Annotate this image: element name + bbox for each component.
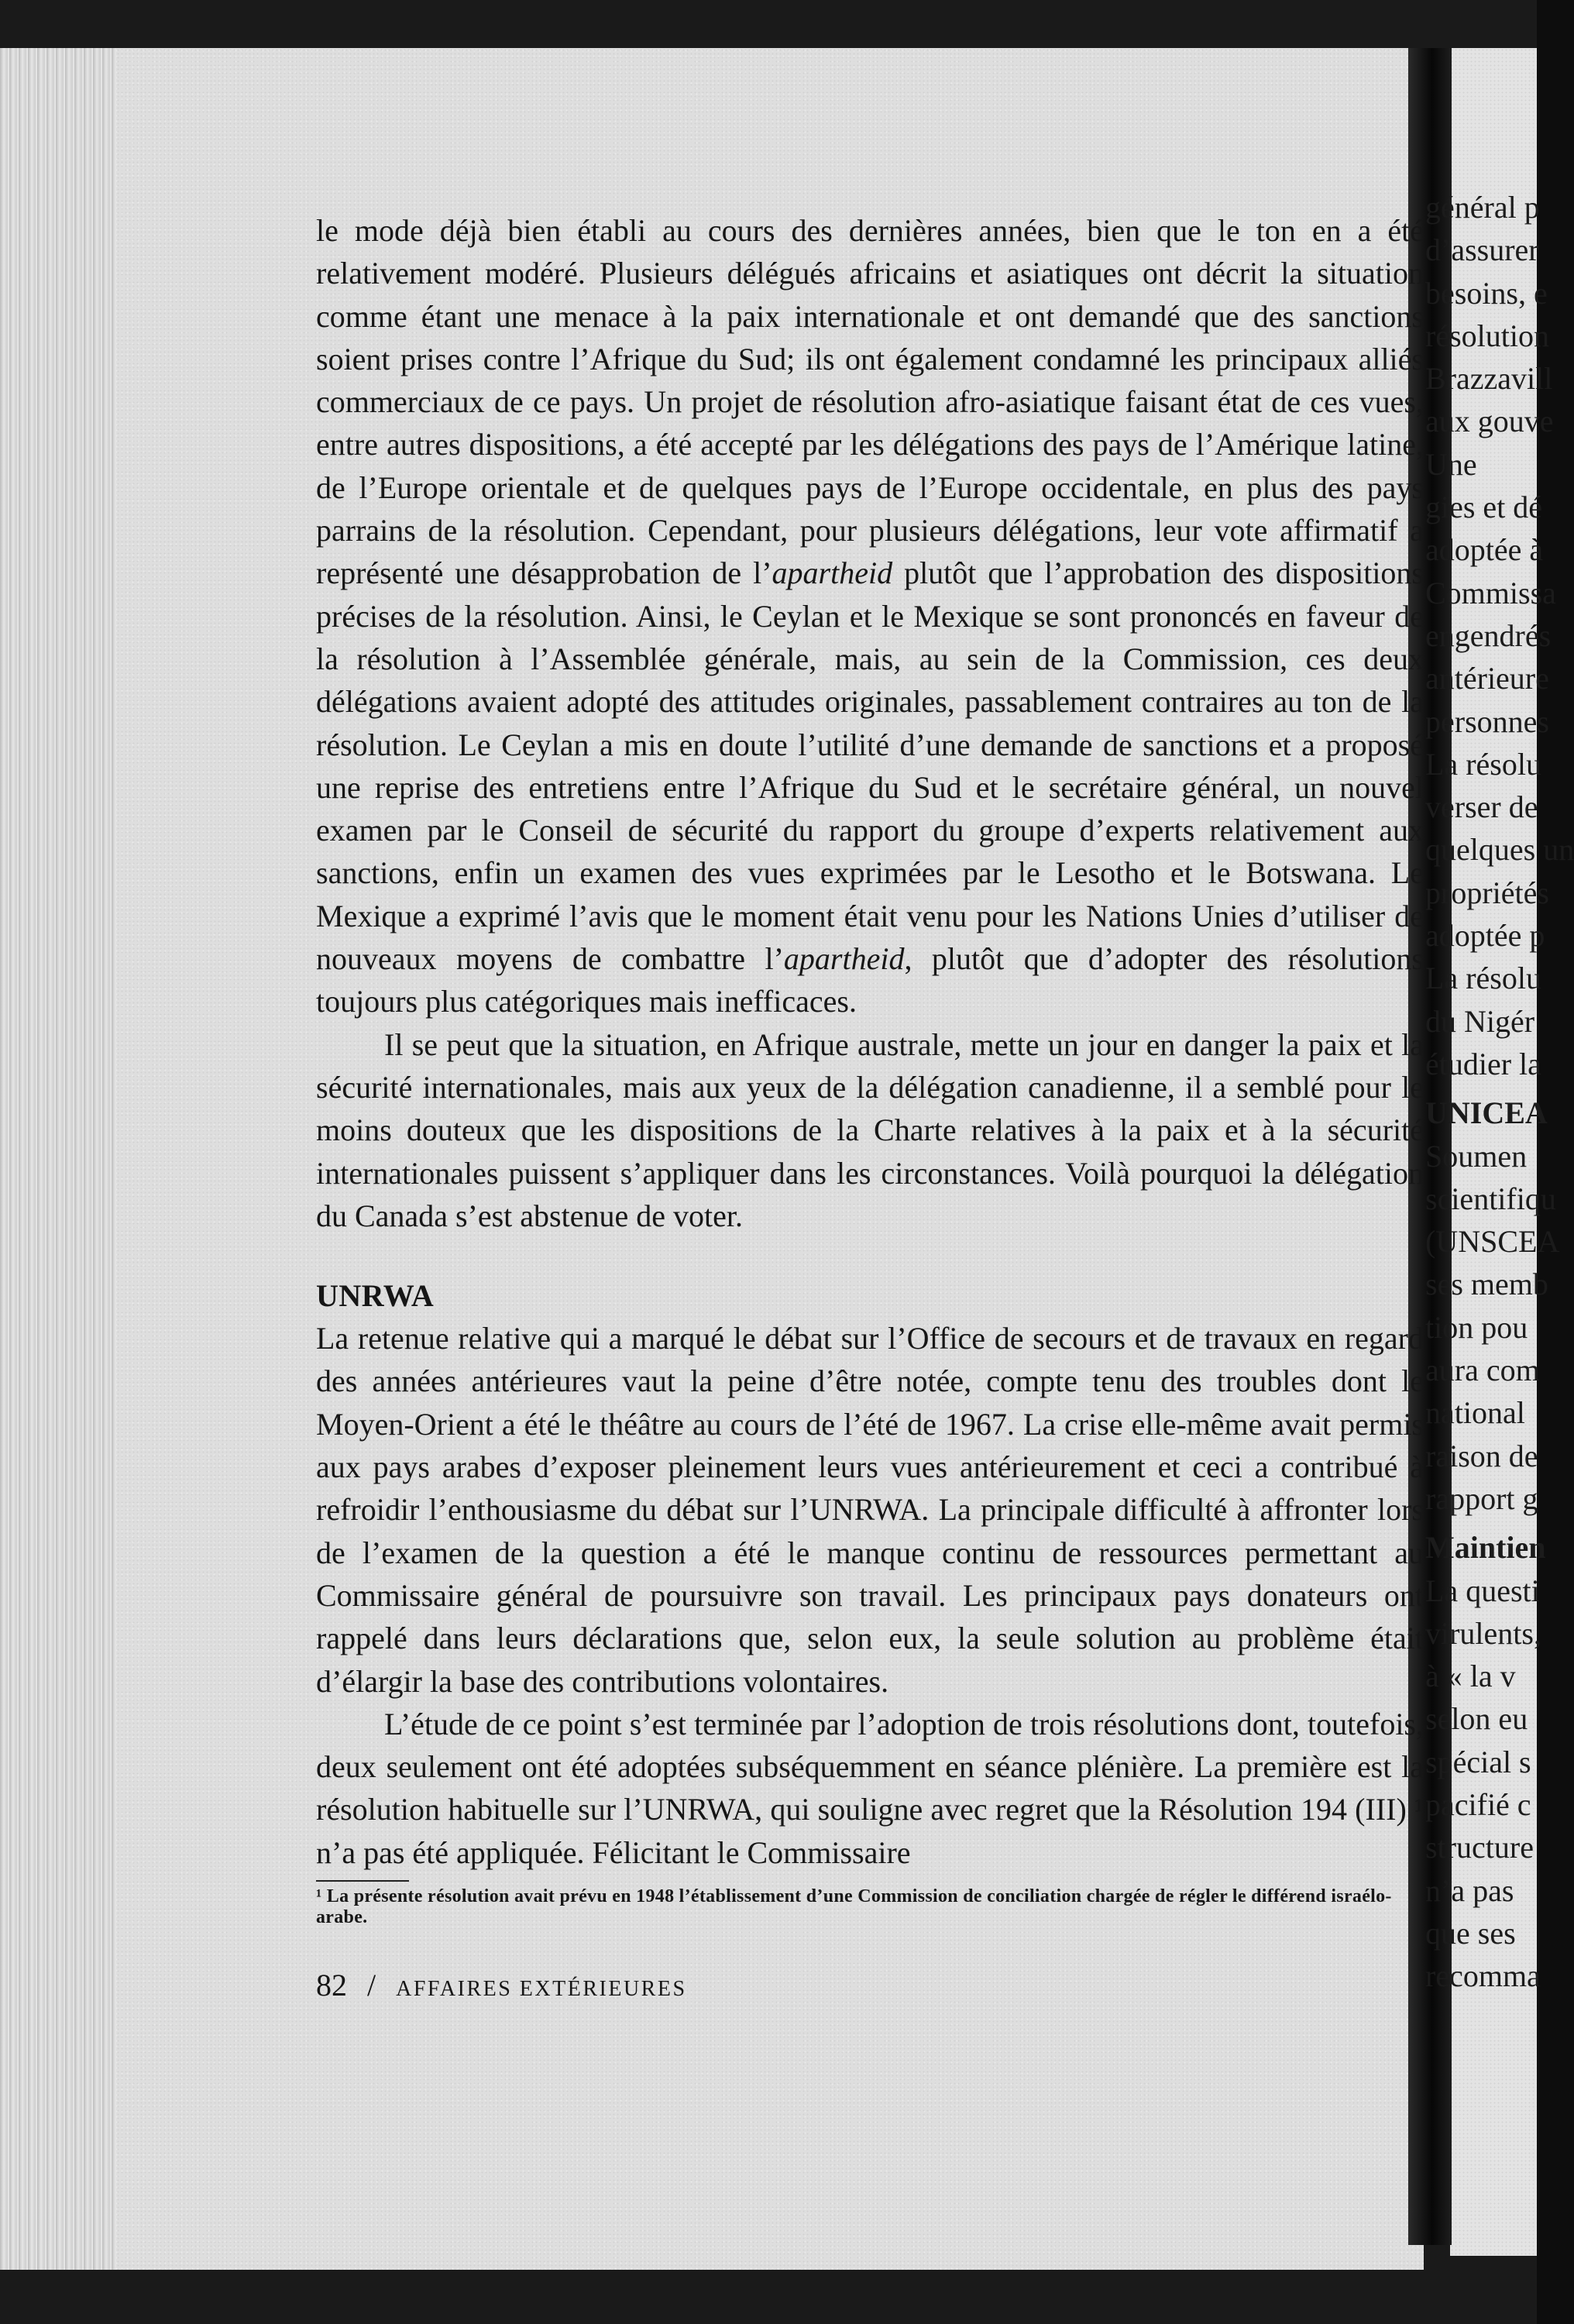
right-page-fragment: adoptée à <box>1425 532 1544 568</box>
right-page-fragment: rapport g <box>1425 1480 1538 1516</box>
right-page-fragment: Brazzavill <box>1425 361 1553 397</box>
right-page-fragment: besoins, e <box>1425 275 1548 311</box>
right-page-fragment: d’assurer <box>1425 232 1539 268</box>
right-page-fragment: personnes <box>1425 703 1549 739</box>
body-paragraph: le mode déjà bien établi au cours des dernières années, bien que le ton en a été relativement modéré. Plusieurs délégués africains et asiatiques ont décrit la situation comme étant une menace à la paix internationale et ont demandé que des sanctions soient prises contre l’Afrique du Sud; ils ont également condamné les principaux alliés commerciaux de ce pays. Un projet de résolution afro-asiatique faisant état de ces vues, entre autres dispositions, a été accepté par les délégations des pays de l’Amérique latine, de l’Europe orientale et de quelques pays de l’Europe occidentale, en plus des pays parrains de la résolution. Cependant, pour plusieurs délégations, leur vote affirmatif a représenté une désapprobation de l’apartheid plutôt que l’approbation des dispositions précises de la résolution. Ainsi, le Ceylan et le Mexique se sont prononcés en faveur de la résolution à l’Assemblée générale, mais, au sein de la Commission, ces deux délégations avaient adopté des attitudes originales, passablement contraires au ton de la résolution. Le Ceylan a mis en doute l’utilité d’une demande de sanctions et a proposé une reprise des entretiens entre l’Afrique du Sud et le secrétaire général, un nouvel examen par le Conseil de sécurité du rapport du groupe d’experts relativement aux sanctions, enfin un examen des vues exprimées par le Lesotho et le Botswana. Le Mexique a exprimé l’avis que le moment était venu pour les Nations Unies d’utiliser de nouveaux moyens de combattre l’apartheid, plutôt que d’adopter des résolutions toujours plus catégoriques mais inefficaces. <box>316 213 1425 1019</box>
page-edge-stack <box>0 48 116 2270</box>
right-page-fragment: raison de <box>1425 1438 1538 1473</box>
right-page-fragment: (UNSCEA <box>1425 1224 1560 1260</box>
page-number: 82 <box>316 1967 347 2003</box>
right-page-fragment: recomma <box>1425 1958 1541 1994</box>
page-footer <box>316 1968 1424 2006</box>
right-page-fragment: selon eu <box>1425 1701 1528 1737</box>
right-page-fragment: aura com <box>1425 1353 1540 1388</box>
body-paragraph: Il se peut que la situation, en Afrique australe, mette un jour en danger la paix et la sécurité internationales, mais aux yeux de la délégation canadienne, il a semblé pour le moins douteux que les dispositions de la Charte relatives à la paix et à la sécurité internationales puissent s’appliquer dans les circonstances. Voilà pourquoi la délégation du Canada s’est abstenue de voter. <box>316 1026 1424 1233</box>
section-heading: UNRWA <box>316 1278 435 1314</box>
right-page-fragment: du Nigér <box>1425 1003 1535 1039</box>
right-page-fragment: à « la v <box>1425 1659 1516 1694</box>
right-page-fragment: ses memb <box>1425 1267 1548 1302</box>
footnote: ¹ La présente résolution avait prévu en 1948 l’établissement d’une Commission de conciliation chargée de régler le différend israélo-arabe. <box>316 1886 1392 1927</box>
right-page-fragment: engendrés <box>1425 617 1552 653</box>
right-page-fragment: virulents, <box>1425 1615 1541 1651</box>
right-page-fragment: La résolu <box>1425 961 1541 996</box>
right-page-fragment: gies et dé <box>1425 490 1543 525</box>
right-page-fragment: adoptée p <box>1425 918 1545 954</box>
folio-separator: / <box>367 1967 376 2003</box>
right-page-fragment: Une <box>1425 446 1477 482</box>
body-paragraph: La retenue relative qui a marqué le débat sur l’Office de secours et de travaux en regard des années antérieures vaut la peine d’être notée, compte tenu des troubles dont le Moyen-Orient a été le théâtre au cours de l’été de 1967. La crise elle-même avait permis aux pays arabes d’exposer pleinement leurs vues antérieurement et ceci a contribué à refroidir l’enthousiasme du débat sur l’UNRWA. La principale difficulté à affronter lors de l’examen de la question a été le manque continu de ressources permettant au Commissaire général de poursuivre son travail. Les principaux pays donateurs ont rappelé dans leurs déclarations que, selon eux, la seule solution au problème était d’élargir la base des contributions volontaires. <box>316 1321 1424 1699</box>
right-page-fragment: n’a pas <box>1425 1872 1514 1908</box>
right-page-fragment: propriétés <box>1425 875 1549 910</box>
journal-title: AFFAIRES EXTÉRIEURES <box>396 1976 687 2001</box>
right-page-fragment: résolution <box>1425 318 1549 353</box>
right-page-fragment: étudier la <box>1425 1046 1541 1081</box>
right-page-fragment: Commissa <box>1425 575 1556 610</box>
right-page-fragment: structure <box>1425 1830 1534 1865</box>
right-page-fragment: La questi <box>1425 1573 1540 1608</box>
right-page-fragment: La résolu <box>1425 746 1541 782</box>
right-page-fragment: que ses <box>1425 1915 1516 1951</box>
right-page-fragment: UNICEA <box>1425 1095 1548 1131</box>
right-page-fragment: pacifié c <box>1425 1786 1531 1822</box>
right-page-fragment: spécial s <box>1425 1744 1531 1779</box>
right-page-fragment: général p <box>1425 190 1540 225</box>
right-page-fragment: tion pou <box>1425 1309 1528 1345</box>
right-page-fragment: quelques un <box>1425 832 1574 868</box>
right-page-fragment: Soumen <box>1425 1138 1528 1174</box>
right-page-fragment: scientifiqu <box>1425 1181 1556 1216</box>
right-page-fragment: antérieure <box>1425 661 1549 696</box>
body-paragraph: L’étude de ce point s’est terminée par l’adoption de trois résolutions dont, toutefois, deux seulement ont été adoptées subséquemment en séance plénière. La première est la résolution habituelle sur l’UNRWA, qui souligne avec regret que la Résolution 194 (III) ¹ n’a pas été appliquée. Félicitant le Commissaire <box>316 1706 1424 1870</box>
right-page-fragment: aux gouve <box>1425 404 1554 439</box>
left-page-text <box>316 209 1424 2006</box>
right-page-fragment: Maintien <box>1425 1530 1546 1566</box>
footnote-divider <box>316 1880 409 1882</box>
right-page-fragment: verser de <box>1425 789 1538 825</box>
right-page-text-fragments <box>1425 186 1574 1997</box>
right-page-fragment: national <box>1425 1395 1525 1431</box>
